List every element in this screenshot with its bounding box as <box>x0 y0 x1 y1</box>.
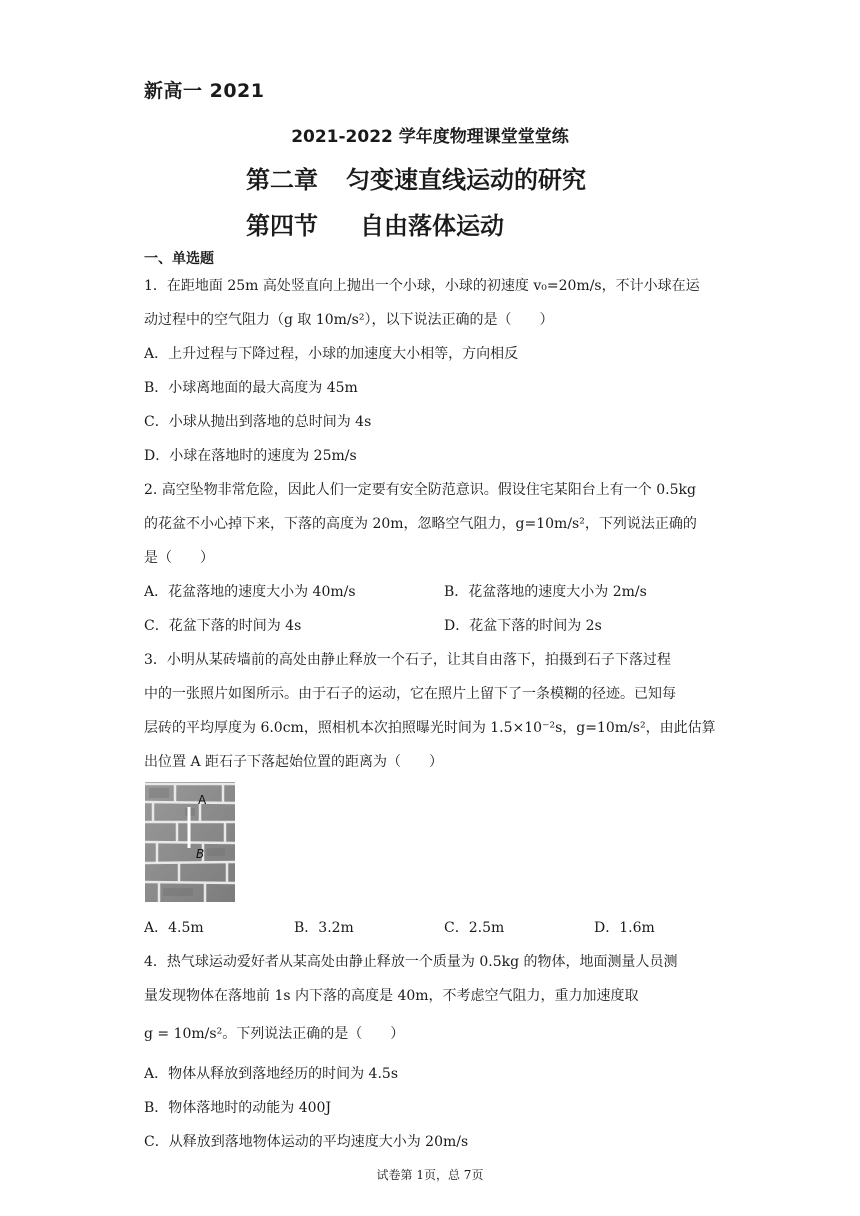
question-2-option-d[interactable]: D．花盆下落的时间为 2s <box>444 618 602 634</box>
section-name: 自由落体运动 <box>360 212 504 240</box>
question-2-line-1: 2. 高空坠物非常危险，因此人们一定要有安全防范意识。假设住宅某阳台上有一个 0.5kg <box>144 482 696 498</box>
question-3-line-1: 3．小明从某砖墙前的高处由静止释放一个石子，让其自由落下，拍摄到石子下落过程 <box>144 652 671 668</box>
section-heading: 一、单选题 <box>144 251 214 267</box>
question-4-option-a[interactable]: A．物体从释放到落地经历的时间为 4.5s <box>144 1066 399 1082</box>
brick-wall-illustration <box>145 782 235 902</box>
question-1-line-1: 1．在距地面 25m 高处竖直向上抛出一个小球，小球的初速度 v₀=20m/s，不计小球在运 <box>144 278 700 294</box>
section-title <box>246 206 504 241</box>
question-4-option-c[interactable]: C．从释放到落地物体运动的平均速度大小为 20m/s <box>144 1134 469 1150</box>
paper-title: 2021-2022 学年度物理课堂堂堂练 <box>291 127 569 147</box>
question-3-option-d[interactable]: D．1.6m <box>594 920 655 936</box>
question-3-line-2: 中的一张照片如图所示。由于石子的运动，它在照片上留下了一条模糊的径迹。已知每 <box>144 686 676 702</box>
question-3-option-c[interactable]: C．2.5m <box>444 920 505 936</box>
question-2-option-b[interactable]: B．花盆落地的速度大小为 2m/s <box>444 584 647 600</box>
question-3-line-4: 出位置 A 距石子下落起始位置的距离为（ ） <box>144 754 444 770</box>
chapter-title <box>246 160 586 195</box>
question-3-option-b[interactable]: B．3.2m <box>294 920 354 936</box>
question-1-option-c[interactable]: C．小球从抛出到落地的总时间为 4s <box>144 414 372 430</box>
page-footer: 试卷第 1页，总 7页 <box>376 1168 484 1182</box>
header-tag: 新高一 2021 <box>144 80 265 102</box>
question-4-line-1: 4．热气球运动爱好者从某高处由静止释放一个质量为 0.5kg 的物体，地面测量人员测 <box>144 954 678 970</box>
question-1-option-b[interactable]: B．小球离地面的最大高度为 45m <box>144 380 358 396</box>
brick-wall-photo <box>145 782 235 902</box>
question-4-line-3: g = 10m/s²。下列说法正确的是（ ） <box>144 1026 405 1042</box>
question-2-option-a[interactable]: A．花盆落地的速度大小为 40m/s <box>144 584 356 600</box>
question-4-line-2: 量发现物体在落地前 1s 内下落的高度是 40m，不考虑空气阻力，重力加速度取 <box>144 988 639 1004</box>
question-2-option-c[interactable]: C．花盆下落的时间为 4s <box>144 618 302 634</box>
chapter-number: 第二章 <box>246 166 318 194</box>
question-2-line-3: 是（ ） <box>144 550 214 566</box>
question-3-line-3: 层砖的平均厚度为 6.0cm，照相机本次拍照曝光时间为 1.5×10⁻²s，g=10m/s²，由此估算 <box>144 720 716 736</box>
figure-label-b: B <box>196 847 205 861</box>
question-3-option-a[interactable]: A．4.5m <box>144 920 204 936</box>
figure-label-a: A <box>198 793 207 807</box>
question-1-option-a[interactable]: A．上升过程与下降过程，小球的加速度大小相等，方向相反 <box>144 346 519 362</box>
question-1-line-2: 动过程中的空气阻力（g 取 10m/s²），以下说法正确的是（ ） <box>144 312 554 328</box>
section-number: 第四节 <box>246 212 318 240</box>
question-2-line-2: 的花盆不小心掉下来，下落的高度为 20m，忽略空气阻力，g=10m/s²，下列说法正确的 <box>144 516 697 532</box>
chapter-name: 匀变速直线运动的研究 <box>346 166 586 194</box>
question-1-option-d[interactable]: D．小球在落地时的速度为 25m/s <box>144 448 357 464</box>
question-4-option-b[interactable]: B．物体落地时的动能为 400J <box>144 1100 332 1116</box>
